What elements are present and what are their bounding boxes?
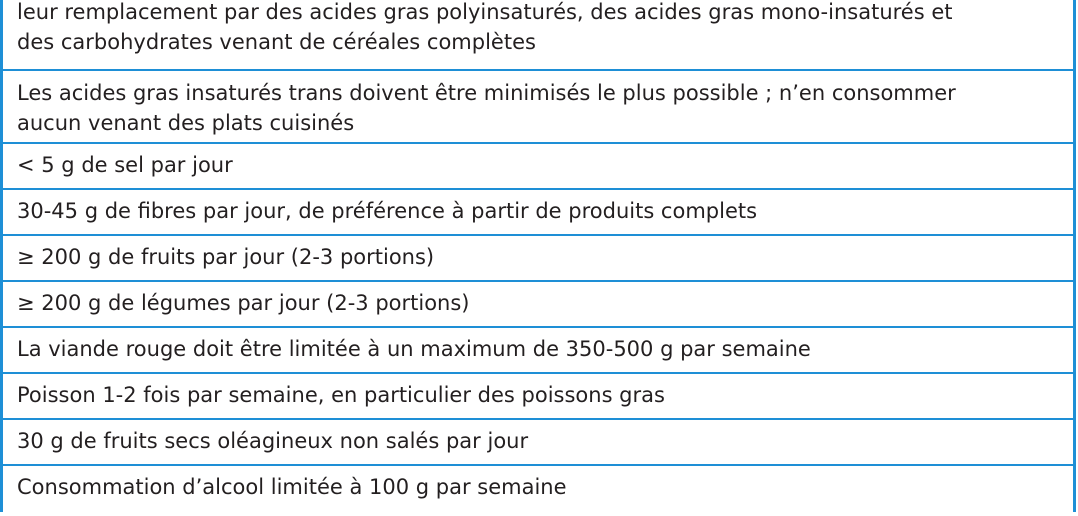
row-text-line: < 5 g de sel par jour <box>17 153 233 177</box>
row-text-line: 30 g de fruits secs oléagineux non salés par jour <box>17 429 529 453</box>
table-row <box>3 282 1073 328</box>
table-row <box>3 190 1073 236</box>
table-row <box>3 0 1073 71</box>
row-text-line: Poisson 1-2 fois par semaine, en particulier des poissons gras <box>17 383 665 407</box>
table-row <box>3 71 1073 144</box>
row-text-line: La viande rouge doit être limitée à un maximum de 350-500 g par semaine <box>17 337 811 361</box>
row-text-line: aucun venant des plats cuisinés <box>17 111 355 135</box>
table-row <box>3 236 1073 282</box>
table-row <box>3 466 1073 512</box>
table-row <box>3 420 1073 466</box>
row-text-line: leur remplacement par des acides gras polyinsaturés, des acides gras mono-insaturés et <box>17 0 953 24</box>
row-text-line: Les acides gras insaturés trans doivent être minimisés le plus possible ; n’en consommer <box>17 81 956 105</box>
row-text-line: 30-45 g de fibres par jour, de préférence à partir de produits complets <box>17 199 758 223</box>
row-text-line: des carbohydrates venant de céréales complètes <box>17 30 536 54</box>
table-row <box>3 374 1073 420</box>
table-row <box>3 144 1073 190</box>
table-row <box>3 328 1073 374</box>
row-text-line: ≥ 200 g de légumes par jour (2-3 portions) <box>17 291 470 315</box>
row-text-line: Consommation d’alcool limitée à 100 g par semaine <box>17 475 567 499</box>
row-text-line: ≥ 200 g de fruits par jour (2-3 portions) <box>17 245 435 269</box>
